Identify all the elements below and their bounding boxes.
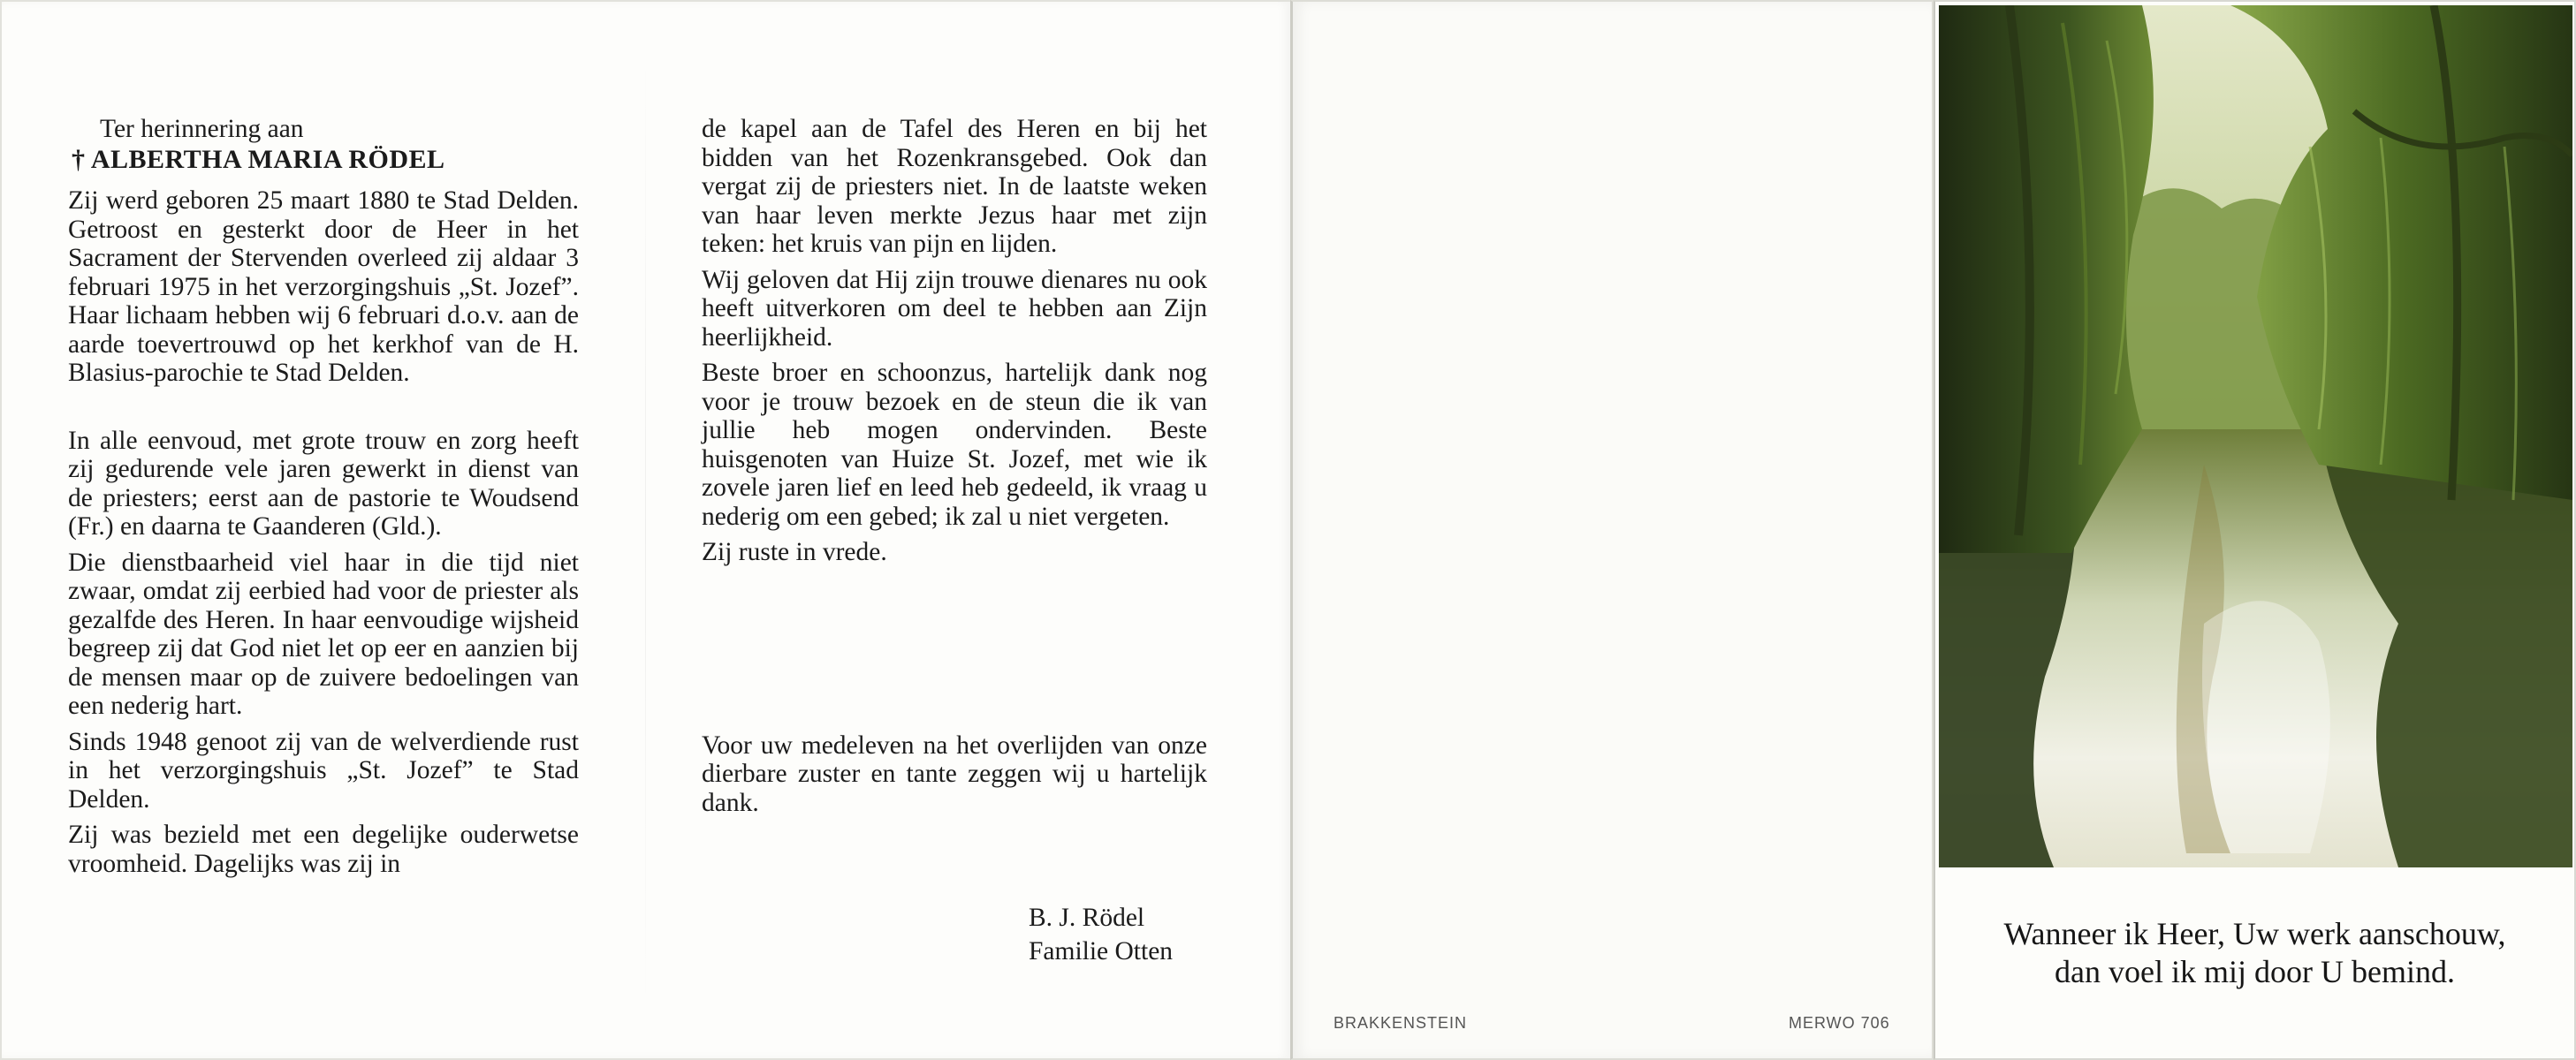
paragraph-thanks-family: Beste broer en schoonzus, hartelijk dank nog voor je trouw bezoek en de steun die ik van jullie heb mogen ondervinden. Beste huisgenoten van Huize St. Jozef, met wie ik zovele jaren lief en leed heb gedeeld, ik vraag u nederig om een gebed; ik zal u niet vergeten.	[702, 359, 1207, 531]
paragraph-gratitude: Voor uw medeleven na het overlijden van onze dierbare zuster en tante zeggen wij u hartelijk dank.	[702, 731, 1207, 817]
memorial-text-column-1	[68, 115, 579, 878]
signature-otten: Familie Otten	[1029, 937, 1174, 965]
signature-block	[1029, 901, 1205, 968]
memorial-text-column-2	[702, 115, 1207, 817]
card-back-blank	[1290, 0, 1934, 1060]
deceased-name: ALBERTHA MARIA RÖDEL	[90, 144, 445, 174]
intro-line: Ter herinnering aan	[100, 115, 304, 143]
verse-line-1: Wanneer ik Heer, Uw werk aanschouw,	[2003, 916, 2506, 951]
paragraph-chapel: de kapel aan de Tafel des Heren en bij het bidden van het Rozenkransgebed. Ook dan vergat zij de priesters niet. In de laatste weken van haar leven merkte Jezus haar met zijn teken: het kruis van pijn en lijden.	[702, 115, 1207, 258]
deceased-name-line	[72, 146, 579, 175]
rest-in-peace: Zij ruste in vrede.	[702, 538, 887, 566]
paragraph-devotion: Die dienstbaarheid viel haar in die tijd niet zwaar, omdat zij eerbied had voor de priester als gezalfde des Heren. In haar eenvoudige wijsheid begreep zij dat God niet let op eer en aanzien bij de mensen maar op de zuivere bedoelingen van een nederig hart.	[68, 548, 579, 720]
verse-line-2: dan voel ik mij door U bemind.	[2055, 954, 2455, 989]
fold-crease	[645, 55, 646, 1009]
cross-icon: †	[72, 144, 86, 174]
card-front-cover	[1934, 0, 2576, 1060]
cover-verse	[1935, 915, 2574, 991]
printer-code: MERWO 706	[1789, 1014, 1890, 1032]
signature-rodel: B. J. Rödel	[1029, 904, 1145, 932]
photo-illustration	[1939, 5, 2572, 867]
paragraph-retirement: Sinds 1948 genoot zij van de welverdiende rust in het verzorgingshuis „St. Jozef” te Stad Delden.	[68, 727, 579, 814]
paragraph-birth-death: Zij werd geboren 25 maart 1880 te Stad Delden. Getroost en gesterkt door de Heer in het Sacrament der Stervenden overleed zij aldaar 3 februari 1975 in het verzorgingshuis „St. Jozef”. Haar lichaam hebben wij 6 februari d.o.v. aan de aarde toevertrouwd op het kerkhof van de H. Blasius-parochie te Stad Delden.	[68, 186, 579, 387]
paragraph-piety: Zij was bezield met een degelijke ouderwetse vroomheid. Dagelijks was zij in	[68, 821, 579, 878]
printer-name: BRAKKENSTEIN	[1334, 1014, 1468, 1032]
paragraph-faith: Wij geloven dat Hij zijn trouwe dienares nu ook heeft uitverkoren om deel te hebben aan Zijn heerlijkheid.	[702, 265, 1207, 352]
paragraph-service: In alle eenvoud, met grote trouw en zorg heeft zij gedurende vele jaren gewerkt in dienst van de priesters; eerst aan de pastorie te Woudsend (Fr.) en daarna te Gaanderen (Gld.).	[68, 426, 579, 541]
willow-pond-photo	[1939, 5, 2572, 867]
